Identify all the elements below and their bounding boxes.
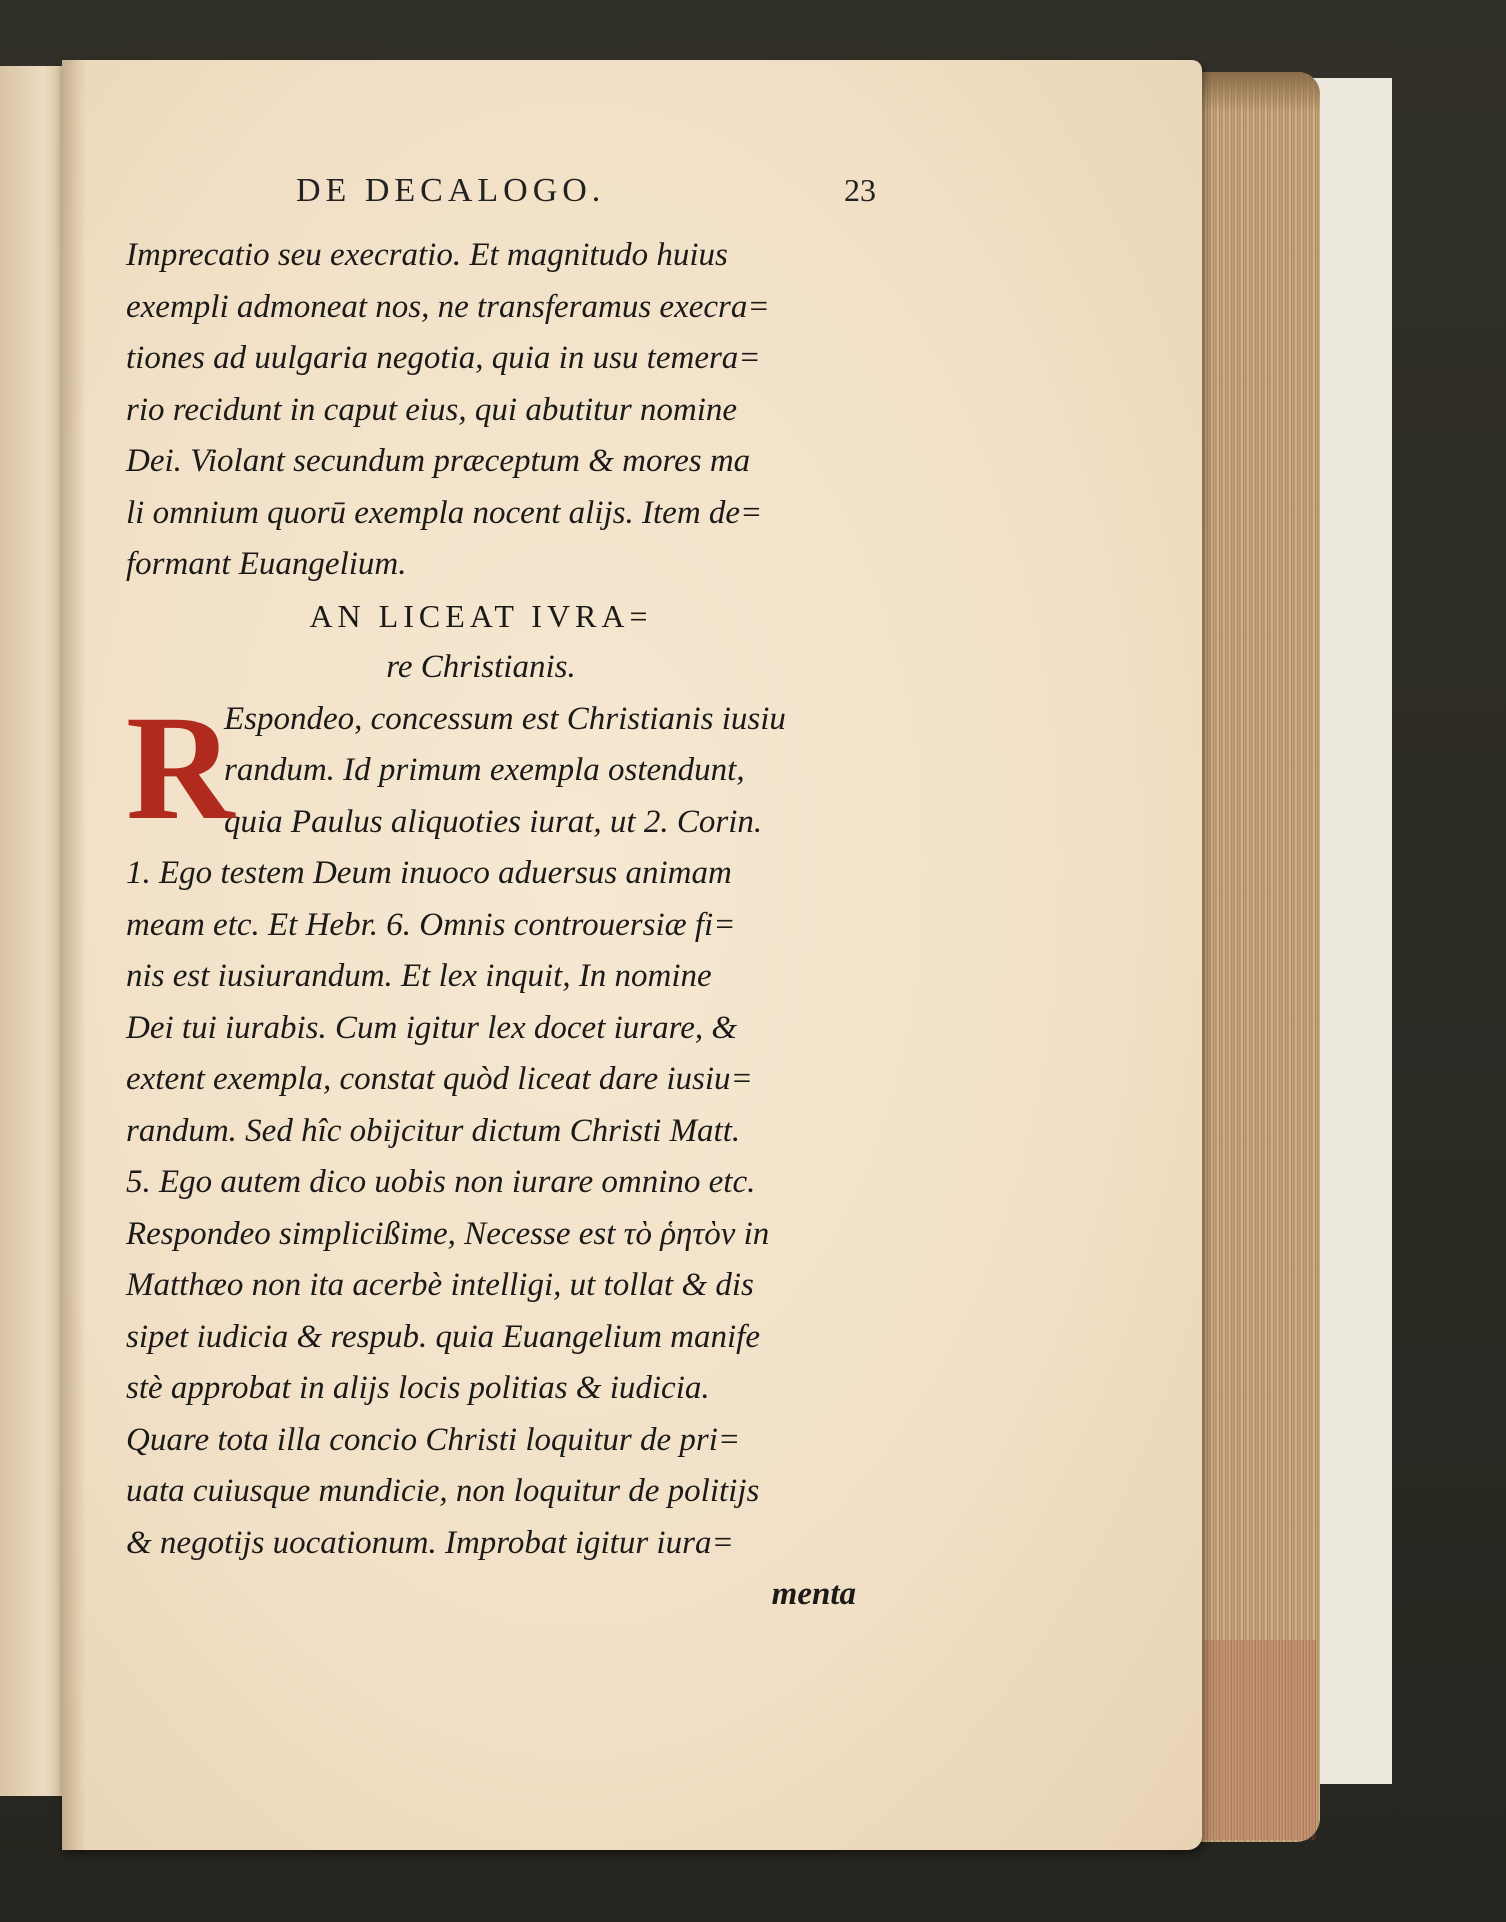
- text-line: 1. Ego testem Deum inuoco aduersus animam: [126, 855, 732, 891]
- text-line: randum. Id primum exempla ostendunt,: [224, 752, 745, 788]
- text-line: li omnium quorū exempla nocent alijs. Item de=: [126, 494, 763, 531]
- page-text: [126, 170, 896, 1621]
- drop-initial: R: [126, 684, 235, 851]
- page-number: 23: [844, 172, 876, 208]
- text-line: & negotijs uocationum. Improbat igitur iura=: [126, 1524, 734, 1561]
- red-edge-staining: [1186, 1640, 1316, 1840]
- running-head-title: DE DECALOGO.: [296, 172, 606, 209]
- text-line: formant Euangelium.: [126, 546, 407, 582]
- text-line: Dei. Violant secundum præceptum & mores ma: [126, 443, 751, 479]
- initial-paragraph: [126, 684, 896, 851]
- gutter-shadow: [62, 60, 86, 1850]
- text-line: Imprecatio seu execratio. Et magnitudo huius: [126, 237, 728, 273]
- text-line: Espondeo, concessum est Christianis iusiu: [224, 700, 786, 737]
- text-line: 5. Ego autem dico uobis non iurare omnino etc.: [126, 1164, 756, 1200]
- text-line: Dei tui iurabis. Cum igitur lex docet iurare, &: [126, 1009, 738, 1046]
- text-line: rio recidunt in caput eius, qui abutitur nomine: [126, 391, 738, 428]
- text-line: extent exempla, constat quòd liceat dare iusiu=: [126, 1061, 753, 1097]
- text-line: quia Paulus aliquoties iurat, ut 2. Corin.: [224, 803, 763, 840]
- text-line: uata cuiusque mundicie, non loquitur de politijs: [126, 1473, 760, 1509]
- text-line: sipet iudicia & respub. quia Euangelium manife: [126, 1318, 760, 1355]
- section-subheading: re Christianis.: [386, 649, 576, 685]
- running-head: [126, 170, 896, 230]
- paragraph-body: [126, 848, 896, 1569]
- catchword: menta: [771, 1576, 856, 1612]
- text-line: nis est iusiurandum. Et lex inquit, In nomine: [126, 958, 712, 994]
- section-heading: AN LICEAT IVRA=: [309, 597, 653, 634]
- text-line: Respondeo simplicißime, Necesse est τὸ ῥητὸν in: [126, 1215, 770, 1252]
- text-line: Matthæo non ita acerbè intelligi, ut tollat & dis: [126, 1267, 754, 1303]
- left-page-edge: [0, 66, 64, 1796]
- text-line: exempli admoneat nos, ne transferamus execra=: [126, 288, 770, 325]
- text-line: tiones ad uulgaria negotia, quia in usu temera=: [126, 340, 761, 376]
- text-line: randum. Sed hîc obijcitur dictum Christi Matt.: [126, 1112, 741, 1149]
- text-line: Quare tota illa concio Christi loquitur de pri=: [126, 1421, 741, 1458]
- paragraph-opening: [126, 230, 896, 591]
- text-line: stè approbat in alijs locis politias & iudicia.: [126, 1370, 710, 1406]
- text-line: meam etc. Et Hebr. 6. Omnis controuersiæ fi=: [126, 906, 736, 943]
